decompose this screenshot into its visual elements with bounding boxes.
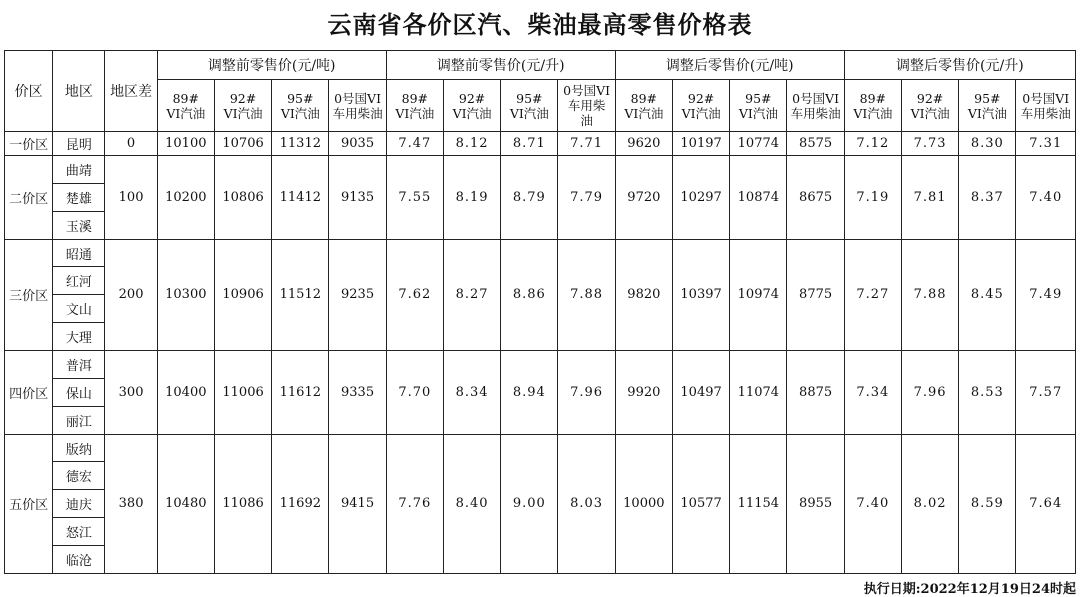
header-fuel-line: 车用柴油 — [332, 105, 383, 121]
price-per-liter: 8.40 — [443, 434, 500, 573]
header-fuel-line: 95# — [974, 90, 1001, 106]
city-name: 楚雄 — [53, 183, 105, 211]
table-row — [5, 434, 1076, 462]
header-fuel-type — [730, 80, 787, 132]
price-per-ton: 9235 — [329, 239, 386, 350]
header-fuel-type — [844, 80, 901, 132]
header-fuel-line: 89# — [859, 90, 887, 106]
header-fuel-line: 95# — [287, 90, 314, 106]
header-fuel-type — [272, 80, 329, 132]
price-per-liter: 7.79 — [558, 156, 615, 240]
city-name: 普洱 — [53, 351, 105, 379]
header-group-before-liter: 调整前零售价(元/升) — [386, 51, 615, 80]
table-row — [5, 156, 1076, 184]
header-fuel-line: 95# — [745, 90, 772, 106]
city-name: 曲靖 — [53, 156, 105, 184]
price-per-ton: 10906 — [214, 239, 271, 350]
city-name: 昆明 — [53, 132, 105, 156]
zone-name: 三价区 — [5, 239, 53, 350]
price-per-ton: 10297 — [672, 156, 729, 240]
price-per-ton: 10874 — [730, 156, 787, 240]
header-fuel-line: 0号国VI — [1022, 90, 1070, 106]
price-per-ton: 9620 — [615, 132, 672, 156]
header-fuel-type — [959, 80, 1016, 132]
price-per-liter: 7.34 — [844, 351, 901, 435]
table-row — [5, 351, 1076, 379]
zone-diff: 200 — [105, 239, 157, 350]
header-zone: 价区 — [5, 51, 53, 132]
header-fuel-type — [1016, 80, 1076, 132]
price-table — [4, 50, 1076, 574]
price-per-ton: 9820 — [615, 239, 672, 350]
price-per-liter: 7.62 — [386, 239, 443, 350]
price-per-liter: 9.00 — [501, 434, 558, 573]
header-fuel-line: VI汽油 — [509, 105, 549, 121]
price-per-ton: 10774 — [730, 132, 787, 156]
zone-diff: 100 — [105, 156, 157, 240]
header-fuel-type — [672, 80, 729, 132]
zone-diff: 0 — [105, 132, 157, 156]
header-group-after-liter: 调整后零售价(元/升) — [844, 51, 1075, 80]
table-row — [5, 239, 1076, 267]
price-per-ton: 10480 — [157, 434, 214, 573]
header-fuel-line: 89# — [630, 90, 658, 106]
header-fuel-type — [157, 80, 214, 132]
price-per-ton: 9920 — [615, 351, 672, 435]
header-fuel-line: VI汽油 — [452, 105, 492, 121]
price-per-ton: 10200 — [157, 156, 214, 240]
header-fuel-type — [787, 80, 844, 132]
header-fuel-line: 0号国VI — [334, 90, 382, 106]
header-fuel-line: 车用柴 — [567, 98, 606, 113]
header-fuel-type — [615, 80, 672, 132]
price-per-liter: 7.76 — [386, 434, 443, 573]
price-table-body — [5, 132, 1076, 574]
price-per-ton: 10397 — [672, 239, 729, 350]
header-fuel-line: VI汽油 — [223, 105, 263, 121]
price-per-ton: 10706 — [214, 132, 271, 156]
header-row-groups — [5, 51, 1076, 80]
price-per-ton: 10197 — [672, 132, 729, 156]
header-fuel-type — [501, 80, 558, 132]
header-fuel-line: 92# — [687, 90, 715, 106]
header-fuel-line: VI汽油 — [280, 105, 320, 121]
price-per-ton: 11612 — [272, 351, 329, 435]
header-fuel-line: 车用柴油 — [1020, 105, 1071, 121]
header-fuel-line: VI汽油 — [395, 105, 435, 121]
price-per-ton: 10000 — [615, 434, 672, 573]
price-per-ton: 10577 — [672, 434, 729, 573]
price-per-liter: 7.71 — [558, 132, 615, 156]
price-per-liter: 8.86 — [501, 239, 558, 350]
price-per-liter: 8.19 — [443, 156, 500, 240]
city-name: 保山 — [53, 378, 105, 406]
price-per-ton: 8675 — [787, 156, 844, 240]
price-per-ton: 10300 — [157, 239, 214, 350]
price-per-liter: 7.73 — [901, 132, 958, 156]
zone-name: 二价区 — [5, 156, 53, 240]
header-fuel-line: 92# — [916, 90, 944, 106]
price-per-liter: 7.88 — [901, 239, 958, 350]
header-row-fuel-types — [5, 80, 1076, 132]
price-per-liter: 8.12 — [443, 132, 500, 156]
price-per-ton: 10974 — [730, 239, 787, 350]
price-per-liter: 8.53 — [959, 351, 1016, 435]
price-per-ton: 8775 — [787, 239, 844, 350]
header-fuel-type — [901, 80, 958, 132]
zone-name: 一价区 — [5, 132, 53, 156]
price-per-liter: 7.88 — [558, 239, 615, 350]
price-per-ton: 11074 — [730, 351, 787, 435]
header-fuel-line: VI汽油 — [166, 105, 206, 121]
price-per-ton: 9720 — [615, 156, 672, 240]
price-per-ton: 9415 — [329, 434, 386, 573]
price-per-ton: 11412 — [272, 156, 329, 240]
city-name: 临沧 — [53, 546, 105, 574]
header-area: 地区 — [53, 51, 105, 132]
price-per-liter: 7.57 — [1016, 351, 1076, 435]
price-per-ton: 8955 — [787, 434, 844, 573]
price-per-liter: 8.94 — [501, 351, 558, 435]
price-per-liter: 7.49 — [1016, 239, 1076, 350]
header-fuel-line: 89# — [401, 90, 429, 106]
header-fuel-line: VI汽油 — [910, 105, 950, 121]
city-name: 版纳 — [53, 434, 105, 462]
effective-date: 执行日期:2022年12月19日24时起 — [863, 582, 1076, 597]
city-name: 大理 — [53, 323, 105, 351]
city-name: 迪庆 — [53, 490, 105, 518]
price-per-ton: 8875 — [787, 351, 844, 435]
price-per-liter: 7.55 — [386, 156, 443, 240]
price-per-ton: 10100 — [157, 132, 214, 156]
price-per-liter: 8.45 — [959, 239, 1016, 350]
price-per-liter: 8.34 — [443, 351, 500, 435]
header-fuel-line: 92# — [458, 90, 486, 106]
header-group-after-ton: 调整后零售价(元/吨) — [615, 51, 844, 80]
header-fuel-type — [443, 80, 500, 132]
price-per-liter: 8.03 — [558, 434, 615, 573]
price-per-liter: 8.79 — [501, 156, 558, 240]
price-per-liter: 7.81 — [901, 156, 958, 240]
price-per-ton: 11154 — [730, 434, 787, 573]
header-fuel-type — [558, 80, 615, 132]
header-fuel-line: 0号国VI — [792, 90, 840, 106]
price-per-ton: 10497 — [672, 351, 729, 435]
header-fuel-line: VI汽油 — [624, 105, 664, 121]
price-per-ton: 11692 — [272, 434, 329, 573]
price-per-ton: 9335 — [329, 351, 386, 435]
header-group-before-ton: 调整前零售价(元/吨) — [157, 51, 386, 80]
city-name: 丽江 — [53, 406, 105, 434]
price-per-ton: 8575 — [787, 132, 844, 156]
header-fuel-line: 89# — [172, 90, 199, 106]
zone-name: 五价区 — [5, 434, 53, 573]
header-fuel-line: VI汽油 — [853, 105, 893, 121]
zone-name: 四价区 — [5, 351, 53, 435]
city-name: 昭通 — [53, 239, 105, 267]
header-fuel-line: VI汽油 — [681, 105, 721, 121]
price-per-liter: 7.96 — [558, 351, 615, 435]
price-per-liter: 8.27 — [443, 239, 500, 350]
header-fuel-line: 油 — [580, 113, 593, 128]
table-row — [5, 132, 1076, 156]
price-per-liter: 8.71 — [501, 132, 558, 156]
price-per-ton: 11086 — [214, 434, 271, 573]
city-name: 红河 — [53, 267, 105, 295]
city-name: 玉溪 — [53, 211, 105, 239]
city-name: 文山 — [53, 295, 105, 323]
header-fuel-line: 95# — [516, 90, 543, 106]
price-per-liter: 8.59 — [959, 434, 1016, 573]
price-per-ton: 9035 — [329, 132, 386, 156]
price-per-ton: 9135 — [329, 156, 386, 240]
header-fuel-line: 车用柴油 — [790, 105, 841, 121]
header-fuel-line: 92# — [229, 90, 257, 106]
price-per-liter: 7.27 — [844, 239, 901, 350]
price-per-liter: 7.96 — [901, 351, 958, 435]
price-per-ton: 11006 — [214, 351, 271, 435]
price-per-liter: 7.40 — [844, 434, 901, 573]
price-per-liter: 8.37 — [959, 156, 1016, 240]
price-per-ton: 11512 — [272, 239, 329, 350]
zone-diff: 300 — [105, 351, 157, 435]
price-per-liter: 7.31 — [1016, 132, 1076, 156]
price-per-liter: 7.40 — [1016, 156, 1076, 240]
price-per-ton: 10400 — [157, 351, 214, 435]
header-fuel-line: 0号国VI — [563, 83, 611, 98]
city-name: 怒江 — [53, 518, 105, 546]
zone-diff: 380 — [105, 434, 157, 573]
city-name: 德宏 — [53, 462, 105, 490]
price-per-liter: 7.64 — [1016, 434, 1076, 573]
price-per-liter: 7.70 — [386, 351, 443, 435]
header-fuel-type — [329, 80, 386, 132]
price-per-liter: 8.02 — [901, 434, 958, 573]
price-per-liter: 7.47 — [386, 132, 443, 156]
price-per-ton: 10806 — [214, 156, 271, 240]
price-per-ton: 11312 — [272, 132, 329, 156]
header-fuel-type — [386, 80, 443, 132]
page-title: 云南省各价区汽、柴油最高零售价格表 — [327, 10, 753, 39]
price-per-liter: 7.19 — [844, 156, 901, 240]
header-diff: 地区差 — [105, 51, 157, 132]
header-fuel-line: VI汽油 — [738, 105, 778, 121]
header-fuel-line: VI汽油 — [967, 105, 1007, 121]
price-per-liter: 8.30 — [959, 132, 1016, 156]
header-fuel-type — [214, 80, 271, 132]
price-per-liter: 7.12 — [844, 132, 901, 156]
